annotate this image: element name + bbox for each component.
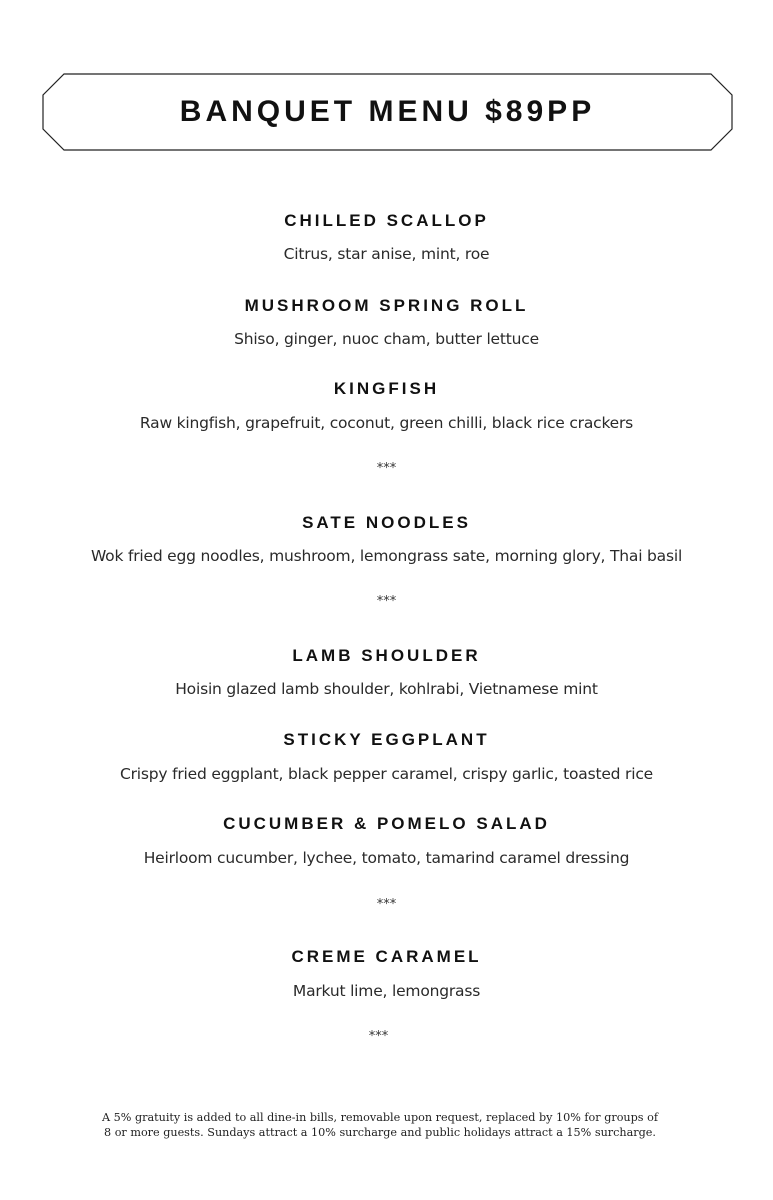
section-separator: ***	[376, 897, 397, 912]
footer-note-line-2: 8 or more guests. Sundays attract a 10% surcharge and public holidays attract a 15% surcharge.	[104, 1126, 656, 1139]
dish-name-kingfish: KINGFISH	[333, 379, 440, 398]
dish-name-mushroom-spring-roll: MUSHROOM SPRING ROLL	[244, 296, 529, 315]
section-separator: ***	[376, 594, 397, 609]
dish-description-chilled-scallop: Citrus, star anise, mint, roe	[283, 245, 490, 263]
dish-name-lamb-shoulder: LAMB SHOULDER	[292, 646, 481, 665]
footer-note-line-1: A 5% gratuity is added to all dine-in bills, removable upon request, replaced by 10% for groups of	[102, 1111, 658, 1124]
gratuity-surcharge-note	[90, 1110, 670, 1140]
dish-name-chilled-scallop: CHILLED SCALLOP	[284, 211, 489, 230]
dish-description-kingfish: Raw kingfish, grapefruit, coconut, green chilli, black rice crackers	[139, 414, 634, 432]
menu-title: BANQUET MENU $89PP	[179, 95, 596, 128]
dish-description-sticky-eggplant: Crispy fried eggplant, black pepper caramel, crispy garlic, toasted rice	[120, 765, 653, 783]
dish-name-creme-caramel: CREME CARAMEL	[291, 947, 482, 966]
dish-description-cucumber-pomelo-salad: Heirloom cucumber, lychee, tomato, tamarind caramel dressing	[143, 849, 630, 867]
dish-description-lamb-shoulder: Hoisin glazed lamb shoulder, kohlrabi, Vietnamese mint	[175, 680, 598, 698]
dish-name-cucumber-pomelo-salad: CUCUMBER & POMELO SALAD	[223, 814, 550, 833]
menu-header	[42, 73, 733, 151]
section-separator: ***	[368, 1029, 389, 1044]
dish-name-sticky-eggplant: STICKY EGGPLANT	[283, 730, 490, 749]
dish-description-sate-noodles: Wok fried egg noodles, mushroom, lemongrass sate, morning glory, Thai basil	[90, 547, 683, 565]
dish-name-sate-noodles: SATE NOODLES	[302, 513, 471, 532]
section-separator: ***	[376, 461, 397, 476]
dish-description-creme-caramel: Markut lime, lemongrass	[292, 982, 481, 1000]
dish-description-mushroom-spring-roll: Shiso, ginger, nuoc cham, butter lettuce	[234, 330, 539, 348]
